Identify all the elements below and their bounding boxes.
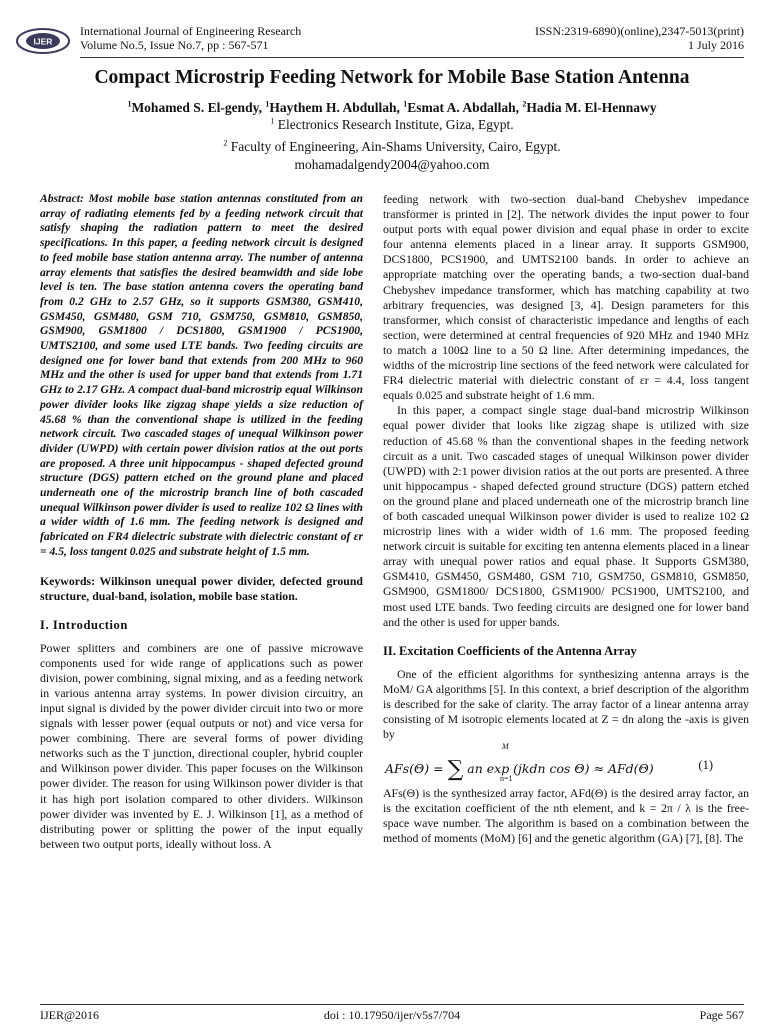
page-footer [40,1008,744,1022]
issn: ISSN:2319-6890)(online),2347-5013(print) [535,24,744,38]
sum-upper-limit: M [502,742,509,752]
author-list [40,100,744,116]
footer-copyright: IJER@2016 [40,1008,100,1022]
equation-1 [383,742,749,784]
author-sup: 1 [127,99,132,109]
issue-date: 1 July 2016 [687,38,744,52]
author-email: mohamadalgendy2004@yahoo.com [294,157,490,172]
author-sup: 1 [403,99,408,109]
affiliation-1: $^1$ Electronics Research Institute, Giza, Egypt. [270,116,514,132]
keywords: Keywords: Wilkinson unequal power divider, defected ground structure, dual-band, isolation, mobile base station. [40,573,363,603]
author-name: Haythem H. Abdullah, [269,100,404,115]
equation-body: AFs(Θ) = ∑ an exp (jkdn cos Θ) ≈ AFd(Θ) [385,757,654,783]
right-column [383,192,749,847]
paper-title: Compact Microstrip Feeding Network for Mobile Base Station Antenna [94,67,690,88]
running-header [33,0,744,58]
author-name: Hadia M. El-Hennawy [526,100,657,115]
abstract: Abstract: Most mobile base station antennas constituted from an array of radiating elements fed by a feeding network circuit that satisfy shaping the radiation pattern to meet the desired specifications. In this paper, a feeding network circuit is designed to feed mobile base station antenna array. The number of antenna array elements that satisfies the desired beamwidth and side lobe level is ten. The base station antenna covers the operating band from 0.2 GHz to 2.57 GHz, so it supports GSM380, GSM410, GSM450, GSM480, GSM 710, GSM750, GSM810, GSM850, GSM900, GSM1800 / DCS1800, GSM1900 / PCS1900, UMTS2100, and some used LTE bands. Two feeding circuits are designed one for lower band that extends from 200 MHz to 960 MHz and the other is used for upper band that extends from 1.71 GHz to 2.17 GHz. A compact dual-band microstrip equal Wilkinson power divider looks like zigzag shape yields a size reduction of 45.68 % than the conventional shape is utilized in the feeding network circuit. Two cascaded stages of unequal Wilkinson power divider (UWPD) with certain power division ratios at the out ports are proposed. A three unit hippocampus - shaped defected ground structure (DGS) pattern etched on the ground plane and placed underneath one of the microstrip branch line of both cascaded unequal Wilkinson power divider is used to realize 102 Ω lines with a wider width of 1.6 mm. The feeding network is designed and fabricated on FR4 dielectric substrate with dielectric constant of εr = 4.5, loss tangent 0.025 and substrate height of 1.5 mm. [40,192,363,558]
sum-lower-limit: n=1 [500,774,513,784]
section-heading-introduction: I. Introduction [40,617,128,632]
body-paragraph: One of the efficient algorithms for synthesizing antenna arrays is the MoM/ GA algorithms [5]. In this context, a brief description of the algorithm is described for the sake of clarity. The array factor of a linear antenna array consisting of M isotropic elements located at Z = dn along the -axis is given by [383,666,749,742]
svg-text:IJER: IJER [33,36,53,47]
author-sup: 1 [265,99,270,109]
body-columns [40,192,749,1012]
journal-name: International Journal of Engineering Research [80,24,302,38]
body-paragraph: In this paper, a compact single stage dual-band microstrip Wilkinson equal power divider that looks like zigzag shape is utilized with size reduction of 45.68 % than the conventional shapes in the feeding network circuit as a unit. Two cascaded stages of unequal Wilkinson power divider (UWPD) with 2:1 power division ratios at the out ports are presented. A three unit hippocampus - shaped defected ground structure (DGS) pattern etched on the ground plane and placed underneath one of the microstrip branch line of both cascaded unequal Wilkinson power divider is used to realize 102 Ω microstrip lines with a wider width of 1.6 mm. The proposed feeding network circuit is suitable for exciting ten antenna elements placed in a linear array with unequal power ratios and equal phase. It Supports GSM380, GSM410, GSM450, GSM480, GSM 710, GSM750, GSM810, GSM850, GSM900, GSM1800/ DCS1800, GSM1900/ PCS1900, UMTS2100, and most used LTE bands. Two feeding circuits are designed one for lower band and the other is used for upper bands. [383,403,749,629]
footer-rule [40,1004,744,1005]
section-heading-excitation: II. Excitation Coefficients of the Antenna Array [383,643,637,658]
author-name: Esmat A. Abdallah, [407,100,523,115]
author-sup: 2 [522,99,527,109]
body-paragraph: feeding network with two-section dual-band Chebyshev impedance transformer is printed in [2]. The network divides the input power to four output ports with equal power division and equal phase in order to excite four antenna elements placed in a linear array. It supports GSM900, DCS1800, PCS1900, and UMTS2100 bands. In order to achieve an appropriate matching over the operating bands, a two-section dual-band Chebyshev impedance transformer, which has matching capability at two arbitrary frequencies, was designed [3, 4]. Design parameters for this transformer, which consist of characteristic impedance and lengths of each section, were determined at central frequencies of 920 MHz and 1940 MHz to match a 100Ω line to a 50 Ω line. After determining impedances, the widths of the microstrip line sections of the feed network were calculated for FR4 dielectric material with dielectric constant of εr = 4.4, loss tangent equals 0.025 and substrate height of 1.6 mm. [383,192,749,403]
affiliation-2: $^2$ Faculty of Engineering, Ain-Shams University, Cairo, Egypt. [223,138,561,154]
header-rule [80,57,744,58]
footer-doi: doi : 10.17950/ijer/v5s7/704 [323,1008,461,1022]
left-column [40,192,363,852]
intro-paragraph: Power splitters and combiners are one of passive microwave components used for wide range of applications such as power division, power combining, signal mixing, and as a feeding network in various antenna array systems. In power division circuitry, an input signal is divided by the power divider circuit into two or more signals with lesser power (equal outputs or not) and vice versa for power combining. There are several forms of power dividing networks such as the T junction, directional coupler, hybrid coupler and Wilkinson power divider. This paper focuses on the Wilkinson power divider. The reason for using Wilkinson power divider is that it has high port isolation compared to other dividers. Wilkinson power divider was invented by E. J. Wilkinson [1], as a method of distributing power or splitting the power of the input equally between two output ports, ideally without loss. A [40,640,363,851]
journal-volume: Volume No.5, Issue No.7, pp : 567-571 [80,38,269,52]
body-paragraph: AFs(Θ) is the synthesized array factor, AFd(Θ) is the desired array factor, an is the excitation coefficient of the nth element, and k = 2π / λ is the free-space wave number. The algorithm is based on a combination between the method of moments (MoM) [6] and the genetic algorithm (GA) [7], [8]. The [383,786,749,846]
equation-number: (1) [698,758,713,773]
author-name: Mohamed S. El-gendy, [131,100,266,115]
page-number: Page 567 [699,1008,744,1022]
ijer-logo [14,26,72,56]
